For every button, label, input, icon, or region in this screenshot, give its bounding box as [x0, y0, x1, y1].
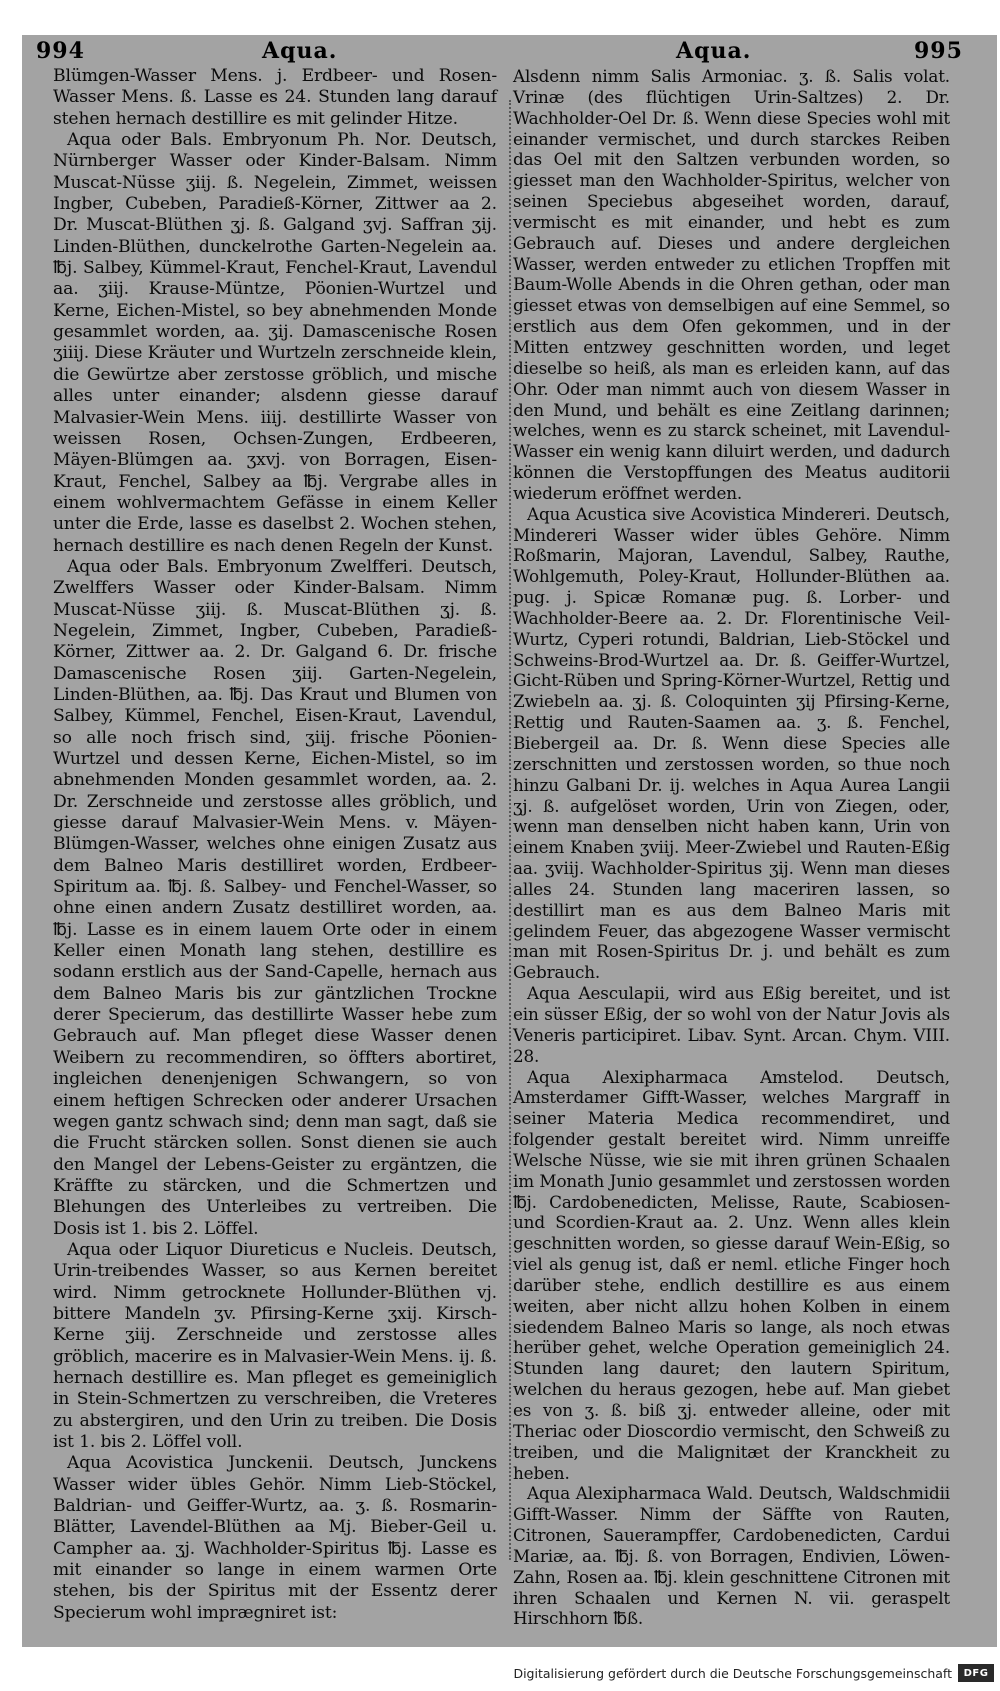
right-text-column	[513, 66, 950, 1629]
paragraph: Aqua Aesculapii, wird aus Eßig bereitet, und ist ein süsser Eßig, der so wohl von der Natur Jovis als Veneris participiret. Libav. Synt. Arcan. Chym. VIII. 28.	[513, 983, 950, 1066]
dfg-logo: DFG	[958, 1664, 994, 1682]
right-page-number: 995	[914, 38, 963, 64]
paragraph: Aqua Acovistica Junckenii. Deutsch, Junckens Wasser wider übles Gehör. Nimm Lieb-Stöckel, Baldrian- und Geiffer-Wurtz, aa. ʒ. ß. Rosmarin-Blätter, Lavendel-Blüthen aa Mj. Bieber-Geil u. Campher aa. ʒj. Wachholder-Spiritus ℔j. Lasse es mit einander so lange in einem warmen Orte stehen, bis der Spiritus mit der Essentz derer Specierum wohl imprægniret ist:	[53, 1453, 497, 1623]
left-text-column	[53, 66, 497, 1624]
left-page-number: 994	[36, 38, 85, 64]
paragraph: Aqua Alexipharmaca Wald. Deutsch, Waldschmidii Gifft-Wasser. Nimm der Säffte von Rauten, Citronen, Sauerampffer, Cardobenedicten, Cardui Mariæ, aa. ℔j. ß. von Borragen, Endivien, Löwen-Zahn, Rosen aa. ℔j. klein geschnittene Citronen mit ihren Schaalen und Kernen N. vii. geraspelt Hirschhorn ℔ß.	[513, 1483, 950, 1629]
paragraph: Aqua Alexipharmaca Amstelod. Deutsch, Amsterdamer Gifft-Wasser, welches Margraff in seiner Materia Medica recommendiret, und folgender gestalt bereitet wird. Nimm unreiffe Welsche Nüsse, wie sie mit ihren grünen Schaalen im Monath Junio gesammlet und zerstossen worden ℔j. Cardobenedicten, Melisse, Raute, Scabiosen- und Scordien-Kraut aa. 2. Unz. Wenn alles klein geschnitten worden, so giesse darauf Wein-Eßig, so viel als genug ist, daß er neml. etliche Finger hoch darüber stehe, endlich destillire es aus einem weiten, aber nicht allzu hohen Kolben in einem siedendem Balneo Maris so lange, als noch etwas herüber gehet, welche Operation gemeiniglich 24. Stunden lang dauret; den lautern Spiritum, welchen du heraus gezogen, hebe auf. Man giebet es von ʒ. ß. biß ʒj. entweder alleine, oder mit Theriac oder Dioscordio vermischt, den Schweiß zu treiben, und die Malignitæt der Kranckheit zu heben.	[513, 1066, 950, 1483]
footer	[0, 1662, 1000, 1686]
paragraph: Aqua oder Bals. Embryonum Ph. Nor. Deutsch, Nürnberger Wasser oder Kinder-Balsam. Nimm Muscat-Nüsse ʒiij. ß. Negelein, Zimmet, weissen Ingber, Cubeben, Paradieß-Körner, Zittwer aa 2. Dr. Muscat-Blüthen ʒj. ß. Galgand ʒvj. Saffran ʒij. Linden-Blüthen, dunckelrothe Garten-Negelein aa. ℔j. Salbey, Kümmel-Kraut, Fenchel-Kraut, Lavendul aa. ʒiij. Krause-Müntze, Pöonien-Wurtzel und Kerne, Eichen-Mistel, so bey abnehmenden Monde gesammlet worden, aa. ʒij. Damascenische Rosen ʒiiij. Diese Kräuter und Wurtzeln zerschneide klein, die Gewürtze aber zerstosse gröblich, und mische alles unter einander; alsdenn giesse darauf Malvasier-Wein Mens. iiij. destillirte Wasser von weissen Rosen, Ochsen-Zungen, Erdbeeren, Mäyen-Blümgen aa. ʒxvj. von Borragen, Eisen-Kraut, Fenchel, Salbey aa ℔j. Vergrabe alles in einem wohlvermachtem Gefässe in einem Keller unter die Erde, lasse es daselbst 2. Wochen stehen, hernach destillire es nach denen Regeln der Kunst.	[53, 130, 497, 556]
right-running-head: Aqua.	[676, 38, 752, 64]
paragraph: Aqua oder Liquor Diureticus e Nucleis. Deutsch, Urin-treibendes Wasser, so aus Kernen bereitet wird. Nimm getrocknete Hollunder-Blüthen vj. bittere Mandeln ʒv. Pfirsing-Kerne ʒxij. Kirsch-Kerne ʒiij. Zerschneide und zerstosse alles gröblich, macerire es in Malvasier-Wein Mens. ij. ß. hernach destillire es. Man pfleget es gemeiniglich in Stein-Schmertzen zu verschreiben, die Vreteres zu abstergiren, und den Urin zu treiben. Die Dosis ist 1. bis 2. Löffel voll.	[53, 1239, 497, 1452]
funding-credit: Digitalisierung gefördert durch die Deutsche Forschungsgemeinschaft	[513, 1666, 952, 1681]
left-running-head: Aqua.	[262, 38, 338, 64]
paragraph: Alsdenn nimm Salis Armoniac. ʒ. ß. Salis volat. Vrinæ (des flüchtigen Urin-Saltzes) 2. Dr. Wachholder-Oel Dr. ß. Wenn diese Species wohl mit einander vermischet, und durch starckes Reiben das Oel mit den Saltzen verbunden worden, so giesset man den Wachholder-Spiritus, welcher von seinen Speciebus abgeseihet worden, darauf, vermischt es mit einander, und hebt es zum Gebrauch auf. Dieses und andere dergleichen Wasser, werden entweder zu etlichen Tropffen mit Baum-Wolle Abends in die Ohren gethan, oder man giesset etwas von demselbigen auf eine Semmel, so erstlich aus dem Ofen gekommen, und in der Mitten entzwey geschnitten worden, und leget dieselbe so heiß, als man es erleiden kann, auf das Ohr. Oder man nimmt auch von diesem Wasser in den Mund, und behält es eine Zeitlang darinnen; welches, wenn es zu starck scheinet, mit Lavendul-Wasser ein wenig kann diluirt werden, und dadurch können die Verstopffungen des Meatus auditorii wiederum eröffnet werden.	[513, 66, 950, 503]
paragraph: Blümgen-Wasser Mens. j. Erdbeer- und Rosen-Wasser Mens. ß. Lasse es 24. Stunden lang darauf stehen hernach destillire es mit gelinder Hitze.	[53, 66, 497, 129]
paragraph: Aqua Acustica sive Acovistica Mindereri. Deutsch, Mindereri Wasser wider übles Gehöre. Nimm Roßmarin, Majoran, Lavendul, Salbey, Rauthe, Wohlgemuth, Poley-Kraut, Hollunder-Blüthen aa. pug. j. Spicæ Romanæ pug. ß. Lorber- und Wachholder-Beere aa. 2. Dr. Florentinische Veil-Wurtz, Cyperi rotundi, Baldrian, Lieb-Stöckel und Schweins-Brod-Wurtzel aa. Dr. ß. Geiffer-Wurtzel, Gicht-Rüben und Spring-Körner-Wurtzel, Rettig und Zwiebeln aa. ʒj. ß. Coloquinten ʒij Pfirsing-Kerne, Rettig und Rauten-Saamen aa. ʒ. ß. Fenchel, Biebergeil aa. Dr. ß. Wenn diese Species alle zerschnitten und zerstossen worden, so thue noch hinzu Galbani Dr. ij. welches in Aqua Aurea Langii ʒj. ß. aufgelöset worden, Urin von Ziegen, oder, wenn man denselben nicht haben kann, Urin von einem Knaben ʒviij. Meer-Zwiebel und Rauten-Eßig aa. ʒviij. Wachholder-Spiritus ʒij. Wenn man dieses alles 24. Stunden lang maceriren lassen, so destillirt man es aus dem Balneo Maris mit gelindem Feuer, das abgezogene Wasser vermischt man mit Rosen-Spiritus Dr. j. und behält es zum Gebrauch.	[513, 503, 950, 983]
paragraph: Aqua oder Bals. Embryonum Zwelfferi. Deutsch, Zwelffers Wasser oder Kinder-Balsam. Nimm Muscat-Nüsse ʒiij. ß. Muscat-Blüthen ʒj. ß. Negelein, Zimmet, Ingber, Cubeben, Paradieß-Körner, Zittwer aa. 2. Dr. Galgand 6. Dr. frische Damascenische Rosen ʒiij. Garten-Negelein, Linden-Blüthen, aa. ℔j. Das Kraut und Blumen von Salbey, Kümmel, Fenchel, Eisen-Kraut, Lavendul, so alle noch frisch sind, ʒiij. frische Pöonien-Wurtzel und dessen Kerne, Eichen-Mistel, so im abnehmenden Monden gesammlet worden, aa. 2. Dr. Zerschneide und zerstosse alles gröblich, und giesse darauf Malvasier-Wein Mens. v. Mäyen-Blümgen-Wasser, welches ohne einigen Zusatz aus dem Balneo Maris destilliret worden, Erdbeer-Spiritum aa. ℔j. ß. Salbey- und Fenchel-Wasser, so ohne einen andern Zusatz destilliret worden, aa. ℔j. Lasse es in einem lauem Orte oder in einem Keller einen Monath lang stehen, destillire es sodann erstlich aus der Sand-Capelle, hernach aus dem Balneo Maris bis zur gäntzlichen Trockne derer Specierum, das destillirte Wasser hebe zum Gebrauch auf. Man pfleget diese Wasser denen Weibern zu recommendiren, so öffters abortiret, ingleichen denenjenigen Schwangern, so von einem heftigen Schrecken oder anderer Ursachen wegen gantz schwach sind; denn man sagt, daß sie die Frucht stärcken sollen. Sonst dienen sie auch den Mangel der Lebens-Geister zu ergäntzen, die Kräffte zu stärcken, und die Schmertzen und Blehungen des Unterleibes zu vertreiben. Die Dosis ist 1. bis 2. Löffel.	[53, 556, 497, 1239]
